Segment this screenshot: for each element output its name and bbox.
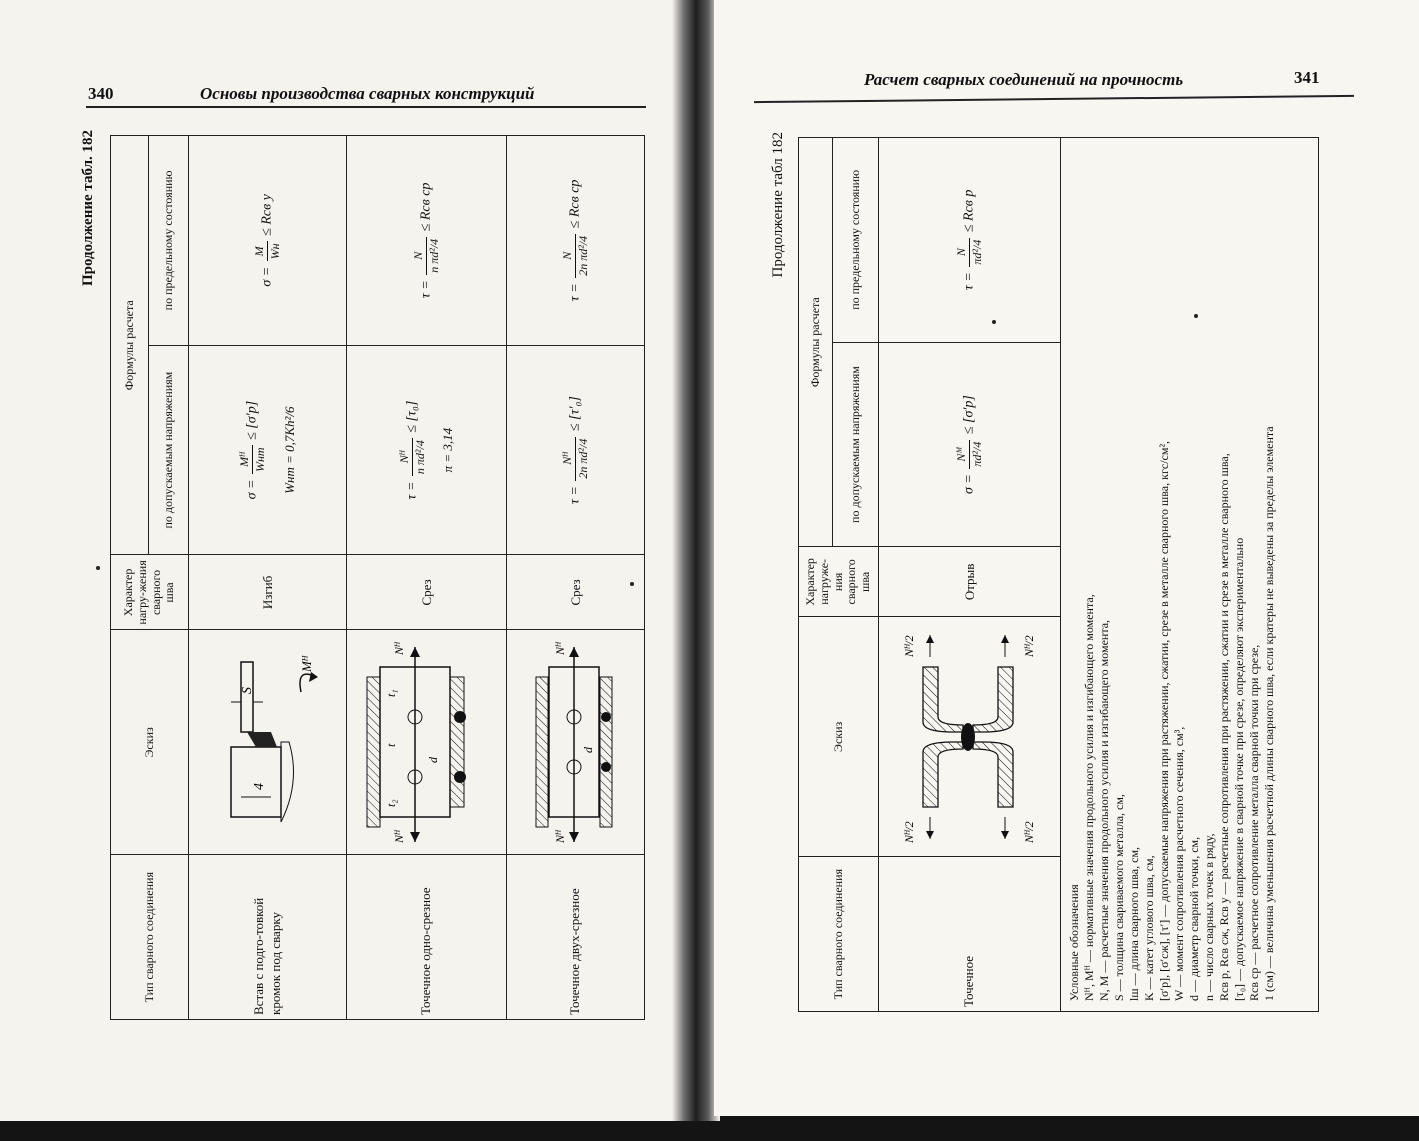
print-speck <box>96 566 100 570</box>
r-hdr-limit: по предельному состоянию <box>833 138 879 343</box>
r-hdr-type: Тип сварного соединения <box>799 857 879 1012</box>
r-hdr-formulas: Формулы расчета <box>799 138 833 547</box>
single-shear-sketch <box>355 637 495 847</box>
print-speck <box>1194 314 1198 318</box>
legend-row <box>1061 138 1319 1012</box>
label-n-half-1: Nᴴ/2 <box>901 635 916 657</box>
row2-type: Точечное одно-срезное <box>347 855 507 1020</box>
row3-type: Точечное двух-срезное <box>507 855 645 1020</box>
label-t1: t₁ <box>383 689 398 698</box>
double-shear-sketch <box>514 637 634 847</box>
right-table-caption: Продолжение табл 182 <box>770 132 786 278</box>
right-running-head <box>1294 68 1320 88</box>
label-nh-left-3: Nᴴ <box>552 831 567 844</box>
label-nh-left: Nᴴ <box>391 831 406 844</box>
label-s: S <box>239 687 255 695</box>
right-header-rule <box>754 95 1354 103</box>
label-n-half-4: Nᴴ/2 <box>1021 821 1036 843</box>
table-row <box>189 136 347 1020</box>
spot-tension-sketch <box>883 627 1053 847</box>
right-running-title: Расчет сварных соединений на прочность <box>864 70 1184 89</box>
row1-type: Встав с подго-товкой кромок под сварку <box>189 855 347 1020</box>
label-d: d <box>425 757 440 764</box>
legend-cell: Условные обозначения Nᴴ, Mᴴ — нормативные значения продольного усилия и изгибающего момента, N, M — расчетные значения продольного усилия и изгибающего момента, S — толщина свариваемого металла, см, lш — длина сварного шва, см, K — катет углового шва, см, [σ′р], [σ′сж], [τ′] — допускаемые напряжения при растяжении, сжатии, срезе в металле сварного шва, кгс/см², W — момент сопротивления расчетного сечения, см³, d — диаметр сварной точки, см, n — число сварных точек в ряду, Rсв р, Rсв сж, Rсв у — расчетные сопротивления при растяжении, сжатии и срезе в металле сварного шва, [τ₀] — допускаемое напряжение в сварной точке при срезе, определяют экспериментально Rсв ср — расчетное сопротивление металла сварной точки при срезе, 1 (см) — величина уменьшения расчетной длины сварного шва, если кратеры не выведены за пределы элемента <box>1061 138 1319 1012</box>
print-speck <box>630 582 634 586</box>
right-page <box>714 0 1419 1116</box>
row1-allow-extra: Wнт = 0,7Kh²/6 <box>282 406 297 494</box>
scan-bottom-edge <box>0 1121 1419 1141</box>
left-header-rule <box>86 106 646 108</box>
table-row <box>347 136 507 1020</box>
hdr-formulas: Формулы расчета <box>111 136 149 555</box>
left-page <box>0 0 680 1124</box>
row2-allow-extra: π = 3,14 <box>440 427 455 473</box>
r-hdr-sketch: Эскиз <box>799 617 879 857</box>
right-page-number: 341 <box>1294 68 1320 87</box>
hdr-load: Характер нагру-жения сварного шва <box>111 555 189 630</box>
right-running-title-wrap <box>864 70 1183 90</box>
left-running-head <box>88 84 114 104</box>
hdr-limit: по предельному состоянию <box>149 136 189 346</box>
right-table <box>798 137 1319 1012</box>
row3-limit: τ = N 2n πd²/4 ≤ Rсв ср <box>507 136 645 346</box>
r-hdr-load: Характер нагруже-ния сварного шва <box>799 547 879 617</box>
row2-limit: τ = N n πd²/4 ≤ Rсв ср <box>347 136 507 346</box>
row1-limit: σ = M Wн ≤ Rсв у <box>189 136 347 346</box>
left-running-title: Основы производства сварных конструкций <box>200 84 535 103</box>
row2-allowable: τ = Nᴴ n πd²/4 ≤ [τ₀] π = 3,14 <box>347 345 507 555</box>
legend-title: Условные обозначения <box>1067 884 1081 1001</box>
hdr-allowable: по допускаемым напряжениям <box>149 345 189 555</box>
left-table <box>110 135 645 1020</box>
label-t2: t₂ <box>383 799 398 808</box>
print-speck <box>992 320 996 324</box>
table-row <box>507 136 645 1020</box>
label-n-half-3: Nᴴ/2 <box>901 821 916 843</box>
label-nh-right-3: Nᴴ <box>552 643 567 656</box>
left-table-caption: Продолжение табл. 182 <box>80 130 96 287</box>
r-row-load: Отрыв <box>879 547 1061 617</box>
row1-load: Изгиб <box>189 555 347 630</box>
hdr-sketch: Эскиз <box>111 630 189 855</box>
r-row-type: Точечное <box>879 857 1061 1012</box>
right-table-stage <box>770 132 1310 1012</box>
book-spine <box>672 0 720 1141</box>
row2-sketch <box>347 630 507 855</box>
left-running-title-wrap <box>200 84 535 104</box>
label-t: t <box>383 744 398 748</box>
r-row-allowable: σ = Nᴹ πd²/4 ≤ [σ′р] <box>879 342 1061 547</box>
butt-joint-sketch <box>201 642 331 842</box>
row1-sketch <box>189 630 347 855</box>
label-mh: Mᴴ <box>298 656 314 673</box>
label-n-half-2: Nᴴ/2 <box>1021 635 1036 657</box>
row1-allowable: σ = Mᴴ Wнт ≤ [σ′р] Wнт = 0,7Kh²/6 <box>189 345 347 555</box>
r-hdr-allowable: по допускаемым напряжениям <box>833 342 879 547</box>
row3-load: Срез <box>507 555 645 630</box>
r-row-limit: τ = N πd²/4 ≤ Rсв р <box>879 138 1061 343</box>
label-four: 4 <box>251 783 267 791</box>
label-nh-right: Nᴴ <box>391 643 406 656</box>
r-row-sketch <box>879 617 1061 857</box>
row3-allowable: τ = Nᴴ 2n πd²/4 ≤ [τ′₀] <box>507 345 645 555</box>
table-row <box>879 138 1061 1012</box>
row3-sketch <box>507 630 645 855</box>
label-d-3: d <box>580 747 595 754</box>
left-table-stage <box>80 130 650 1020</box>
hdr-type: Тип сварного соединения <box>111 855 189 1020</box>
left-page-number: 340 <box>88 84 114 103</box>
row2-load: Срез <box>347 555 507 630</box>
